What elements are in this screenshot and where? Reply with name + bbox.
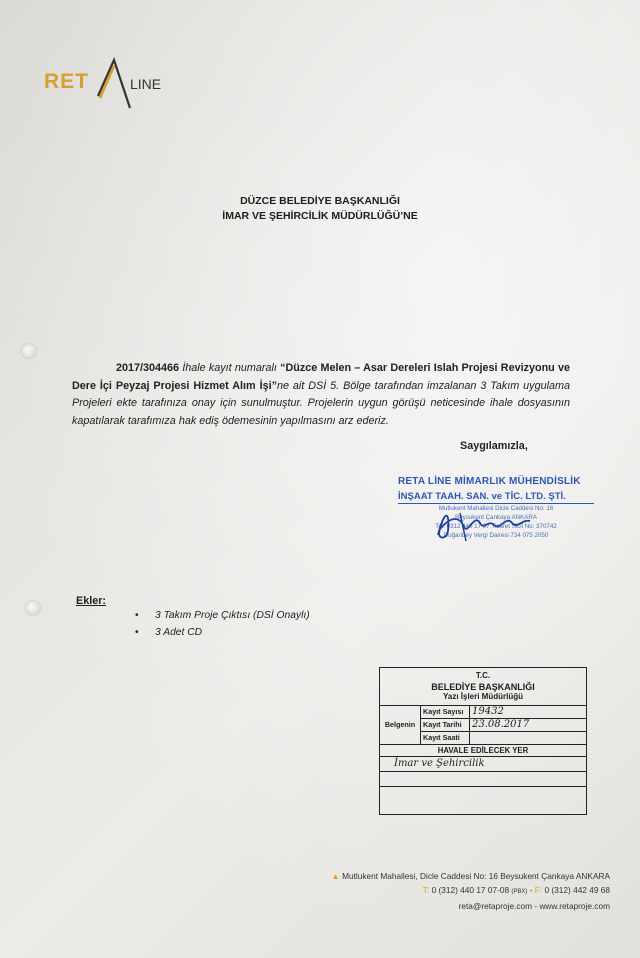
stamp-line-6: Doğanbey Vergi Dairesi 734 075 2050 xyxy=(443,532,549,539)
punch-hole-bottom xyxy=(26,601,40,615)
registry-date-value: 23.08.2017 xyxy=(470,718,587,731)
attachments-list xyxy=(135,607,310,641)
punch-hole-top xyxy=(22,344,36,358)
registry-time-value xyxy=(470,731,587,744)
footer-address: Mutlukent Mahallesi, Dicle Caddesi No: 16 Beysukent Çankaya ANKARA xyxy=(342,871,610,881)
registry-header-municipality: BELEDİYE BAŞKANLIĞI xyxy=(431,681,535,692)
body-text-2: ne ait DSİ 5. Bölge tarafından imzalanan 3 Takım uygulama Projeleri ekte tarafınıza onay için sunulmuştur. Projelerin uygun görüşü neticesinde ihale dosyasının kapatılarak tarafımıza hak ediş ödemesinin yapılmasını arz ederiz. xyxy=(72,379,570,427)
attachment-text: 3 Takım Proje Çıktısı (DSİ Onaylı) xyxy=(155,610,310,621)
fax-icon: F: xyxy=(534,885,543,895)
footer-phone-note: (PBX) xyxy=(511,889,528,895)
stamp-line-5: Tel: 0312 440 17 07 Ticaret Sicil No: 370742 xyxy=(435,523,557,530)
footer-separator: - xyxy=(534,901,538,911)
handwritten-signature xyxy=(430,505,540,550)
registry-belgenin-label: Belgenin xyxy=(380,705,421,744)
registry-table xyxy=(380,705,586,744)
addressee-line-1: DÜZCE BELEDİYE BAŞKANLIĞI xyxy=(240,195,400,207)
bullet-icon: • xyxy=(135,627,139,638)
attachment-item xyxy=(135,624,310,641)
addressee-line-2: İMAR VE ŞEHİRCİLİK MÜDÜRLÜĞÜ’NE xyxy=(222,210,418,222)
stamp-line-1: RETA LİNE MİMARLIK MÜHENDİSLİK xyxy=(398,476,581,487)
registry-referral-value: İmar ve Şehircilik xyxy=(380,756,586,771)
letterhead-footer: ▲ Mutlukent Mahallesi, Dicle Caddesi No: 16 Beysukent Çankaya ANKARA T: 0 (312) 440 17 07-08 (PBX) - F: 0 (312) 442 49 68 reta@retaproje.com - www.retaproje.com xyxy=(331,871,610,911)
letter-body xyxy=(72,360,570,430)
phone-icon: T: xyxy=(422,885,430,895)
registry-count-value: 19432 xyxy=(470,705,587,718)
registry-header-tc: T.C. xyxy=(475,671,491,680)
bullet-icon: • xyxy=(135,610,139,621)
attachment-text: 3 Adet CD xyxy=(155,627,203,638)
footer-phone: 0 (312) 440 17 07-08 xyxy=(431,885,510,895)
project-title: “Düzce Melen – Asar Dereleri Islah Projesi Revizyonu ve Dere İçi Peyzaj Projesi Hizmet Alım İşi” xyxy=(72,362,570,392)
footer-website: www.retaproje.com xyxy=(539,901,610,911)
registry-empty-row xyxy=(380,786,586,801)
stamp-line-3: Mutlukent Mahallesi Dicle Caddesi No: 16 xyxy=(438,505,554,512)
logo-text-line: LINE xyxy=(130,76,162,92)
registry-referral-label: HAVALE EDİLECEK YER xyxy=(380,744,586,756)
closing-salutation: Saygılamızla, xyxy=(460,440,528,452)
registry-time-label: Kayıt Saati xyxy=(421,731,470,744)
body-text-1: İhale kayıt numaralı xyxy=(179,362,281,374)
reference-number: 2017/304466 xyxy=(116,362,180,374)
footer-email: reta@retaproje.com xyxy=(458,901,533,911)
registry-count-label: Kayıt Sayısı xyxy=(421,705,470,718)
location-pin-icon: ▲ xyxy=(331,871,343,881)
footer-fax: 0 (312) 442 49 68 xyxy=(544,885,610,895)
registry-header-department: Yazı İşleri Müdürlüğü xyxy=(442,692,523,701)
addressee-block xyxy=(0,194,640,224)
registry-empty-row xyxy=(380,771,586,786)
attachments-label: Ekler: xyxy=(76,595,107,607)
attachment-item xyxy=(135,607,310,624)
stamp-line-2: İNŞAAT TAAH. SAN. ve TİC. LTD. ŞTİ. xyxy=(398,491,594,504)
logo-text-reta: RET xyxy=(44,70,89,93)
registry-stamp-box xyxy=(379,667,587,815)
company-logo xyxy=(44,56,194,112)
registry-date-label: Kayıt Tarihi xyxy=(421,718,470,731)
stamp-line-4: Beysukent Çankaya ANKARA xyxy=(455,514,537,521)
